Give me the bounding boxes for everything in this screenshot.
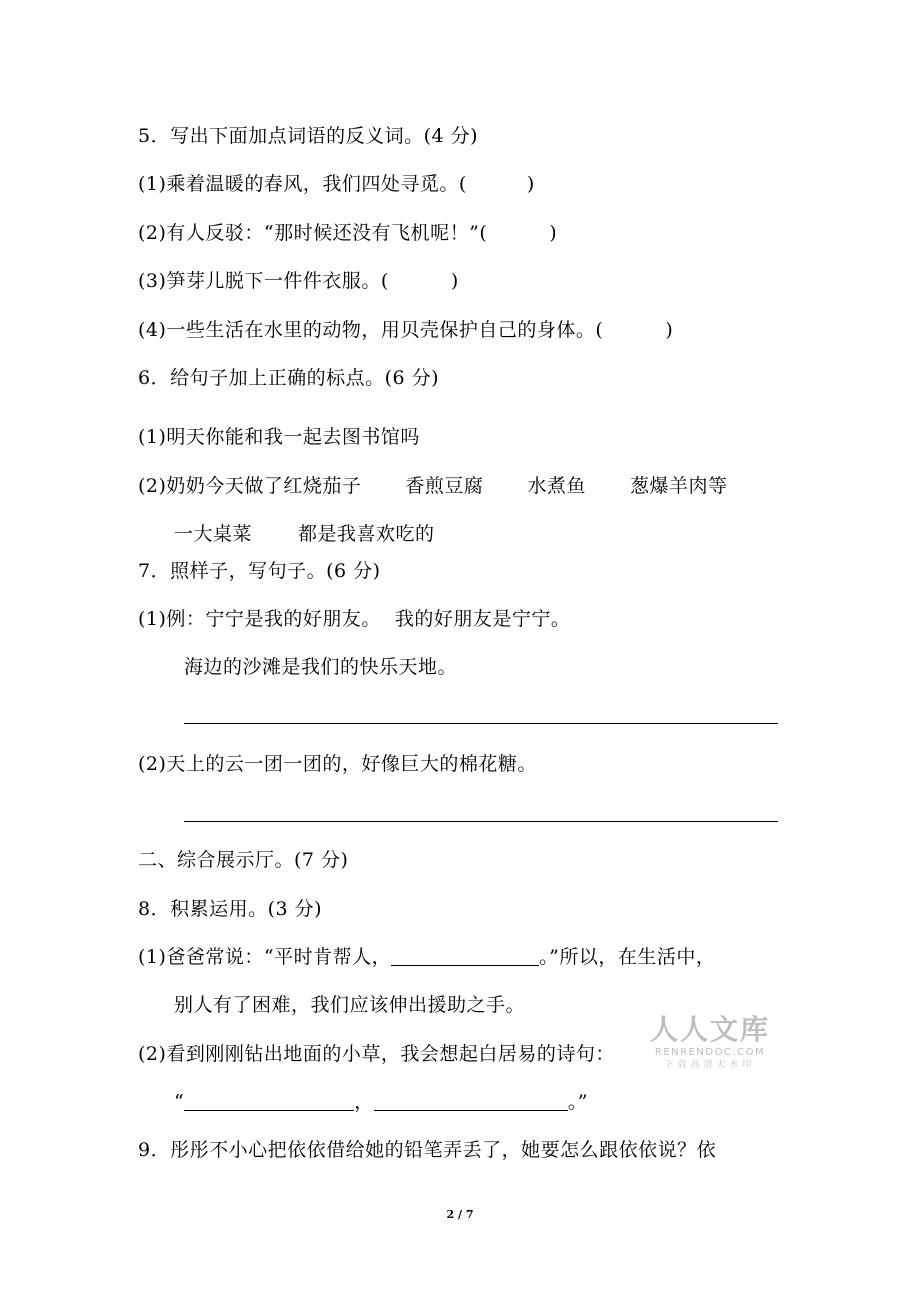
q8-item-2-answer: “ ， 。” <box>174 1091 588 1113</box>
q7-item-2: (2)天上的云一团一团的，好像巨大的棉花糖。 <box>138 753 537 775</box>
q7-answer-line-2[interactable] <box>184 821 778 822</box>
q5-title: 5．写出下面加点词语的反义词。(4 分) <box>138 125 479 147</box>
watermark-subtitle: 下载高清无水印 <box>664 1060 756 1070</box>
q7-title: 7．照样子，写句子。(6 分) <box>138 560 381 582</box>
q5-item-2: (2)有人反驳：“那时候还没有飞机呢！”( ) <box>138 222 558 244</box>
q6-item-2-continued: 一大桌菜 都是我喜欢吃的 <box>174 523 435 545</box>
q8-item-1: (1)爸爸常说：“平时肯帮人， 。”所以，在生活中， <box>138 946 716 968</box>
q5-item-1: (1)乘着温暖的春风，我们四处寻觅。( ) <box>138 173 535 195</box>
q9-title: 9．彤彤不小心把依依借给她的铅笔弄丢了，她要怎么跟依依说？依 <box>138 1139 717 1161</box>
section-2-title: 二、综合展示厅。(7 分) <box>138 849 349 871</box>
page-number: 2 / 7 <box>446 1208 474 1221</box>
q6-title: 6．给句子加上正确的标点。(6 分) <box>138 367 440 389</box>
watermark <box>648 1014 772 1072</box>
q8-blank-1[interactable] <box>391 947 539 966</box>
q5-item-4: (4)一些生活在水里的动物，用贝壳保护自己的身体。( ) <box>138 319 674 341</box>
q7-item-1-example: (1)例：宁宁是我的好朋友。 我的好朋友是宁宁。 <box>138 608 571 630</box>
q5-item-3: (3)笋芽儿脱下一件件衣服。( ) <box>138 270 459 292</box>
watermark-title: 人人文库 <box>649 1013 770 1046</box>
q7-answer-line-1[interactable] <box>184 723 778 724</box>
q6-item-1: (1)明天你能和我一起去图书馆吗 <box>138 426 420 448</box>
q6-item-2: (2)奶奶今天做了红烧茄子 香煎豆腐 水煮鱼 葱爆羊肉等 <box>138 475 728 497</box>
q8-item-1-continued: 别人有了困难，我们应该伸出援助之手。 <box>174 994 526 1016</box>
q8-blank-2[interactable] <box>184 1092 354 1111</box>
watermark-url: RENRENDOC.COM <box>654 1047 766 1058</box>
q7-item-1-task: 海边的沙滩是我们的快乐天地。 <box>184 656 458 678</box>
q8-item-2: (2)看到刚刚钻出地面的小草，我会想起白居易的诗句： <box>138 1043 615 1065</box>
q8-title: 8．积累运用。(3 分) <box>138 898 323 920</box>
q8-blank-3[interactable] <box>374 1092 568 1111</box>
